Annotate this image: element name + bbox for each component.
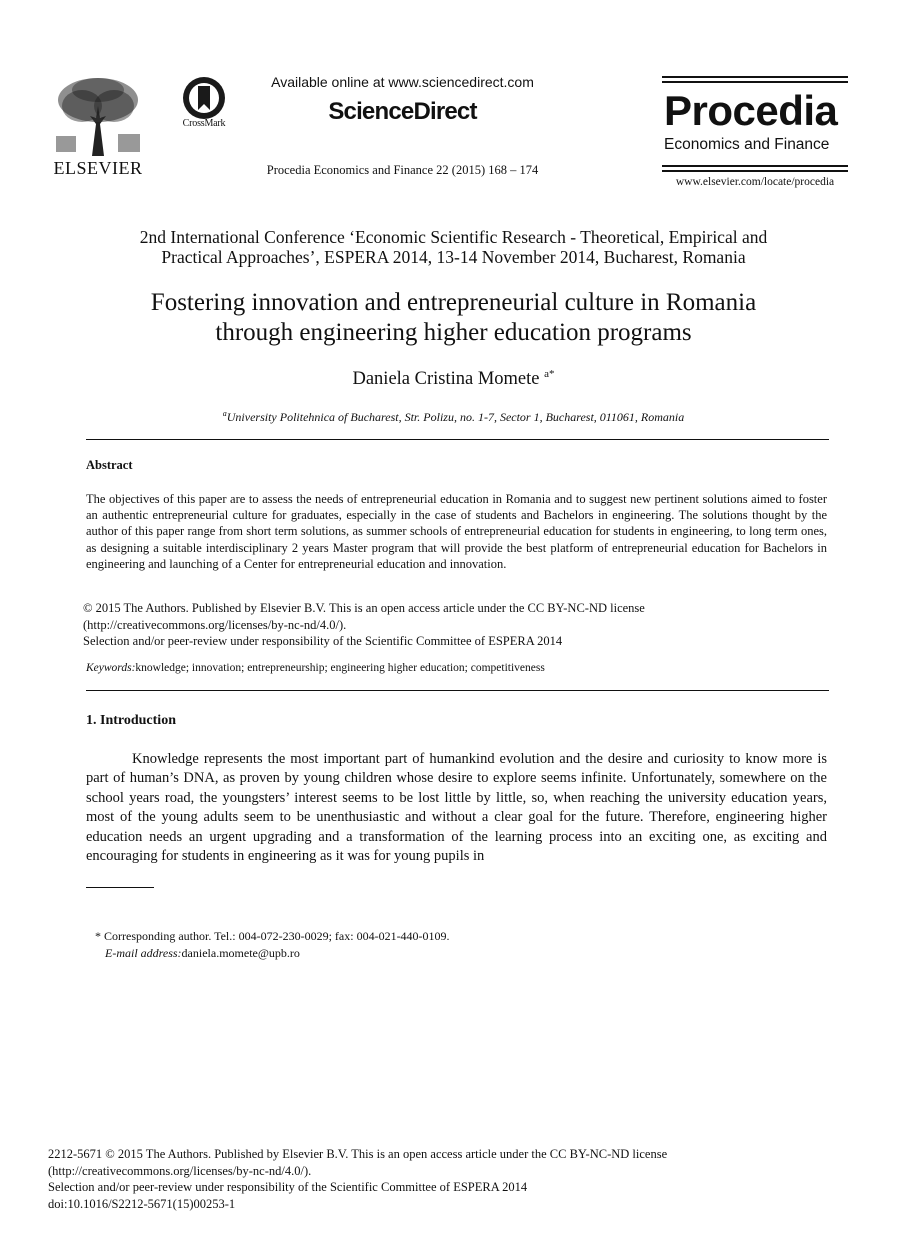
paper-title (60, 288, 847, 348)
elsevier-wordmark: ELSEVIER (53, 158, 143, 178)
introduction-text: Knowledge represents the most important part of humankind evolution and the desire and curiosity to know more is part of human’s DNA, as proven by young children whose desire to explore seems infinite. Unfortunately, somewhere on the school years road, the youngsters’ interest seems to be lost little by little, so, when reaching the university education years, most of the young adults seem to be unenthusiastic and without a clear goal for the future. Therefore, engineering higher education needs an urgent upgrading and a transformation of the learning process into an exciting one, as exciting and encouraging for students in engineering as it was for young pupils in (86, 751, 827, 865)
author-mark: a* (544, 368, 555, 380)
copyright-line-1: © 2015 The Authors. Published by Elsevier B.V. This is an open access article under the CC BY-NC-ND license (83, 601, 645, 615)
journal-logo-subtitle: Economics and Finance (664, 136, 830, 153)
keywords-list: knowledge; innovation; entrepreneurship; engineering higher education; competitiveness (135, 662, 545, 674)
conference-line-1: 2nd International Conference ‘Economic Scientific Research - Theoretical, Empirical and (139, 227, 768, 247)
license-link[interactable]: (http://creativecommons.org/licenses/by-nc-nd/4.0/). (83, 617, 347, 632)
author-name: Daniela Cristina Momete (352, 369, 540, 390)
elsevier-tree-logo-icon (52, 76, 144, 156)
footer-line-1: 2212-5671 © 2015 The Authors. Published by Elsevier B.V. This is an open access article under the CC BY-NC-ND license (48, 1147, 668, 1161)
copyright-block (83, 600, 827, 650)
affiliation-mark: a (222, 409, 227, 418)
footnote-email (105, 946, 300, 961)
affiliation-text: University Politehnica of Bucharest, Str. Polizu, no. 1-7, Sector 1, Bucharest, 011061, Romania (226, 410, 685, 424)
page-footer (48, 1146, 828, 1212)
journal-citation: Procedia Economics and Finance 22 (2015) 168 – 174 (266, 163, 539, 177)
journal-logo-rule-bottom-2 (662, 170, 848, 172)
sciencedirect-logo: ScienceDirect (328, 98, 477, 125)
keywords-label: Keywords: (86, 662, 136, 674)
crossmark-wordmark: CrossMark (182, 118, 226, 129)
conference-line-2: Practical Approaches’, ESPERA 2014, 13-14 November 2014, Bucharest, Romania (161, 246, 746, 267)
footer-license-link[interactable]: (http://creativecommons.org/licenses/by-nc-nd/4.0/). (48, 1163, 312, 1178)
journal-url-link[interactable]: www.elsevier.com/locate/procedia (675, 176, 835, 188)
title-line-1: Fostering innovation and entrepreneurial culture in Romania (150, 289, 757, 316)
divider-top (86, 439, 829, 440)
footnote-corresponding: * Corresponding author. Tel.: 004-072-230-0029; fax: 004-021-440-0109. (95, 929, 450, 943)
available-online-text[interactable]: Available online at www.sciencedirect.com (271, 74, 534, 90)
introduction-heading: 1. Introduction (86, 713, 176, 728)
footer-doi[interactable]: doi:10.1016/S2212-5671(15)00253-1 (48, 1196, 236, 1211)
email-label: E-mail address: (105, 946, 182, 960)
journal-logo-rule-top-2 (662, 81, 848, 83)
keywords (86, 662, 827, 674)
affiliation (60, 409, 847, 425)
divider-bottom (86, 690, 829, 691)
journal-logo-name: Procedia (664, 87, 838, 134)
footer-line-3: Selection and/or peer-review under responsibility of the Scientific Committee of ESPERA 2014 (48, 1180, 528, 1194)
footnote-rule (86, 887, 154, 888)
author (60, 368, 847, 390)
abstract-text: The objectives of this paper are to assess the needs of entrepreneurial education in Romania and to suggest new pertinent solutions aimed to foster an authentic entrepreneurial culture for graduates, especially in the case of students and Bachelors in engineering. The solutions thought by the author of this paper range from short term solutions, as summer schools of entrepreneurial education for students in engineering, to long term ones, as designing a suitable interdisciplinary 2 years Master program that will provide the best platform of entrepreneurial education for Bachelors in engineering and launching of a Center for entrepreneurial education and innovation. (86, 492, 827, 571)
journal-logo-rule-bottom (662, 165, 848, 167)
journal-logo-rule-top (662, 76, 848, 78)
copyright-line-3: Selection and/or peer-review under responsibility of the Scientific Committee of ESPERA 2014 (83, 634, 563, 648)
email-link[interactable]: daniela.momete@upb.ro (181, 946, 300, 960)
conference-name (60, 228, 847, 267)
title-line-2: through engineering higher education programs (215, 319, 692, 346)
abstract-heading: Abstract (86, 458, 133, 472)
